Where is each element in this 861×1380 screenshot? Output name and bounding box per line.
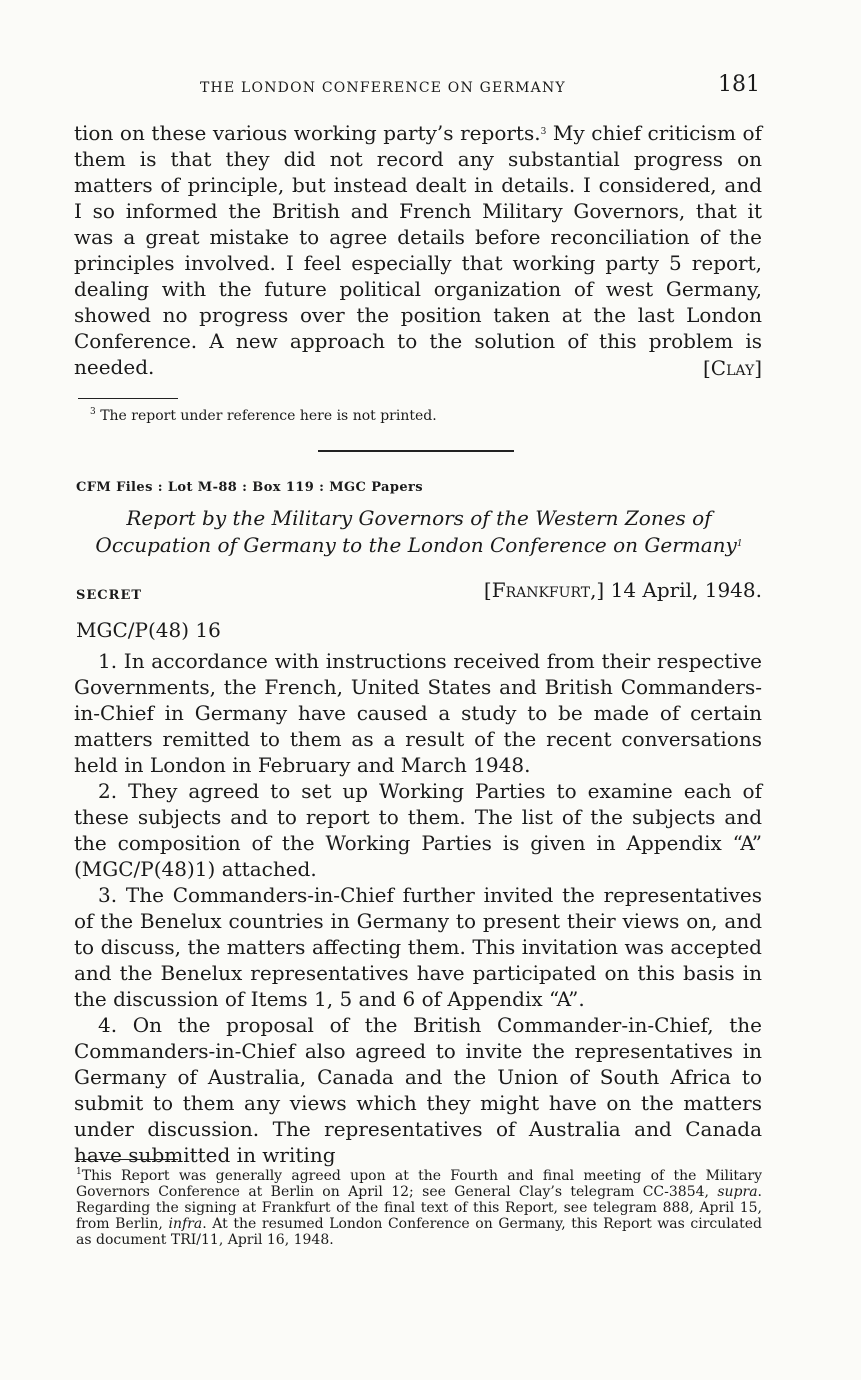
paragraph-2: 2. They agreed to set up Working Parties to examine each of these subjects and to report to them. The list of the subjects and the composition of the Working Parties is given in Appendix “A” (MGC/P(48)1) attached. <box>74 779 762 881</box>
document-number: MGC/P(48) 16 <box>76 618 221 642</box>
footnote-3-marker: 3 <box>90 407 96 417</box>
classification-label: SECRET <box>76 588 143 603</box>
footnote-1-text-c: . At the resumed London Conference on Germany, this Report was circulated as document TRI/11, April 16, 1948. <box>76 1216 762 1248</box>
continuation-text-end: My chief criticism of them is that they did not record any substantial progress on matters of principle, but instead dealt in details. I considered, and I so informed the British and French Military Governors, that it was a great mistake to agree details before reconciliation of the principles involved. I feel especially that working party 5 report, dealing with the future political organization of west Germany, showed no progress over the position taken at the last London Conference. A new approach to the solution of this problem is needed. <box>74 121 762 379</box>
page-number: 181 <box>718 72 760 97</box>
footnote-1-italic-infra: infra <box>168 1216 203 1232</box>
footnote-divider <box>78 398 178 399</box>
footnote-1 <box>76 1168 762 1248</box>
place: [Frankfurt,] <box>483 578 605 602</box>
source-citation: CFM Files : Lot M-88 : Box 119 : MGC Papers <box>76 480 423 495</box>
footnote-3-text: The report under reference here is not printed. <box>100 408 437 424</box>
footnote-3 <box>90 408 762 424</box>
footnote-1-text-a: This Report was generally agreed upon at the Fourth and final meeting of the Military Governors Conference at Berlin on April 12; see General Clay’s telegram CC-3854, <box>76 1168 762 1200</box>
paragraph-1: 1. In accordance with instructions received from their respective Governments, the French, United States and British Commanders-in-Chief in Germany have caused a study to be made of certain matters remitted to them as a result of the recent conversations held in London in February and March 1948. <box>74 649 762 777</box>
document-title-text: Report by the Military Governors of the Western Zones of Occupation of Germany to the London Conference on Germany <box>95 506 737 557</box>
signature: [Clay] <box>703 356 762 380</box>
continuation-paragraph <box>74 120 762 380</box>
footnote-1-italic-supra: supra <box>717 1184 758 1200</box>
paragraph-3: 3. The Commanders-in-Chief further invited the representatives of the Benelux countries in Germany to present their views on, and to discuss, the matters affecting them. This invitation was accepted and the Benelux representatives have participated on this basis in the discussion of Items 1, 5 and 6 of Appendix “A”. <box>74 883 762 1011</box>
paragraph-4: 4. On the proposal of the British Commander-in-Chief, the Commanders-in-Chief also agreed to invite the representatives in Germany of Australia, Canada and the Union of South Africa to submit to them any views which they might have on the matters under discussion. The representatives of Australia and Canada have submitted in writing <box>74 1013 762 1167</box>
place-date <box>460 578 762 602</box>
footnote-1-marker: 1 <box>76 1167 82 1177</box>
footnote-1-text-b: . Regarding the signing at Frankfurt of the final text of this Report, see telegram 888, April 15, from Berlin, <box>76 1184 762 1232</box>
document-title <box>74 505 764 559</box>
running-head: THE LONDON CONFERENCE ON GERMANY <box>200 80 566 96</box>
footnote-ref-1: 1 <box>736 539 743 549</box>
footnote-divider-bottom <box>78 1159 178 1160</box>
continuation-text-start: tion on these various working party’s reports. <box>74 121 541 145</box>
section-divider <box>318 450 514 452</box>
footnote-ref-3: 3 <box>540 127 547 137</box>
report-body <box>74 648 762 1168</box>
date: 14 April, 1948. <box>610 578 762 602</box>
